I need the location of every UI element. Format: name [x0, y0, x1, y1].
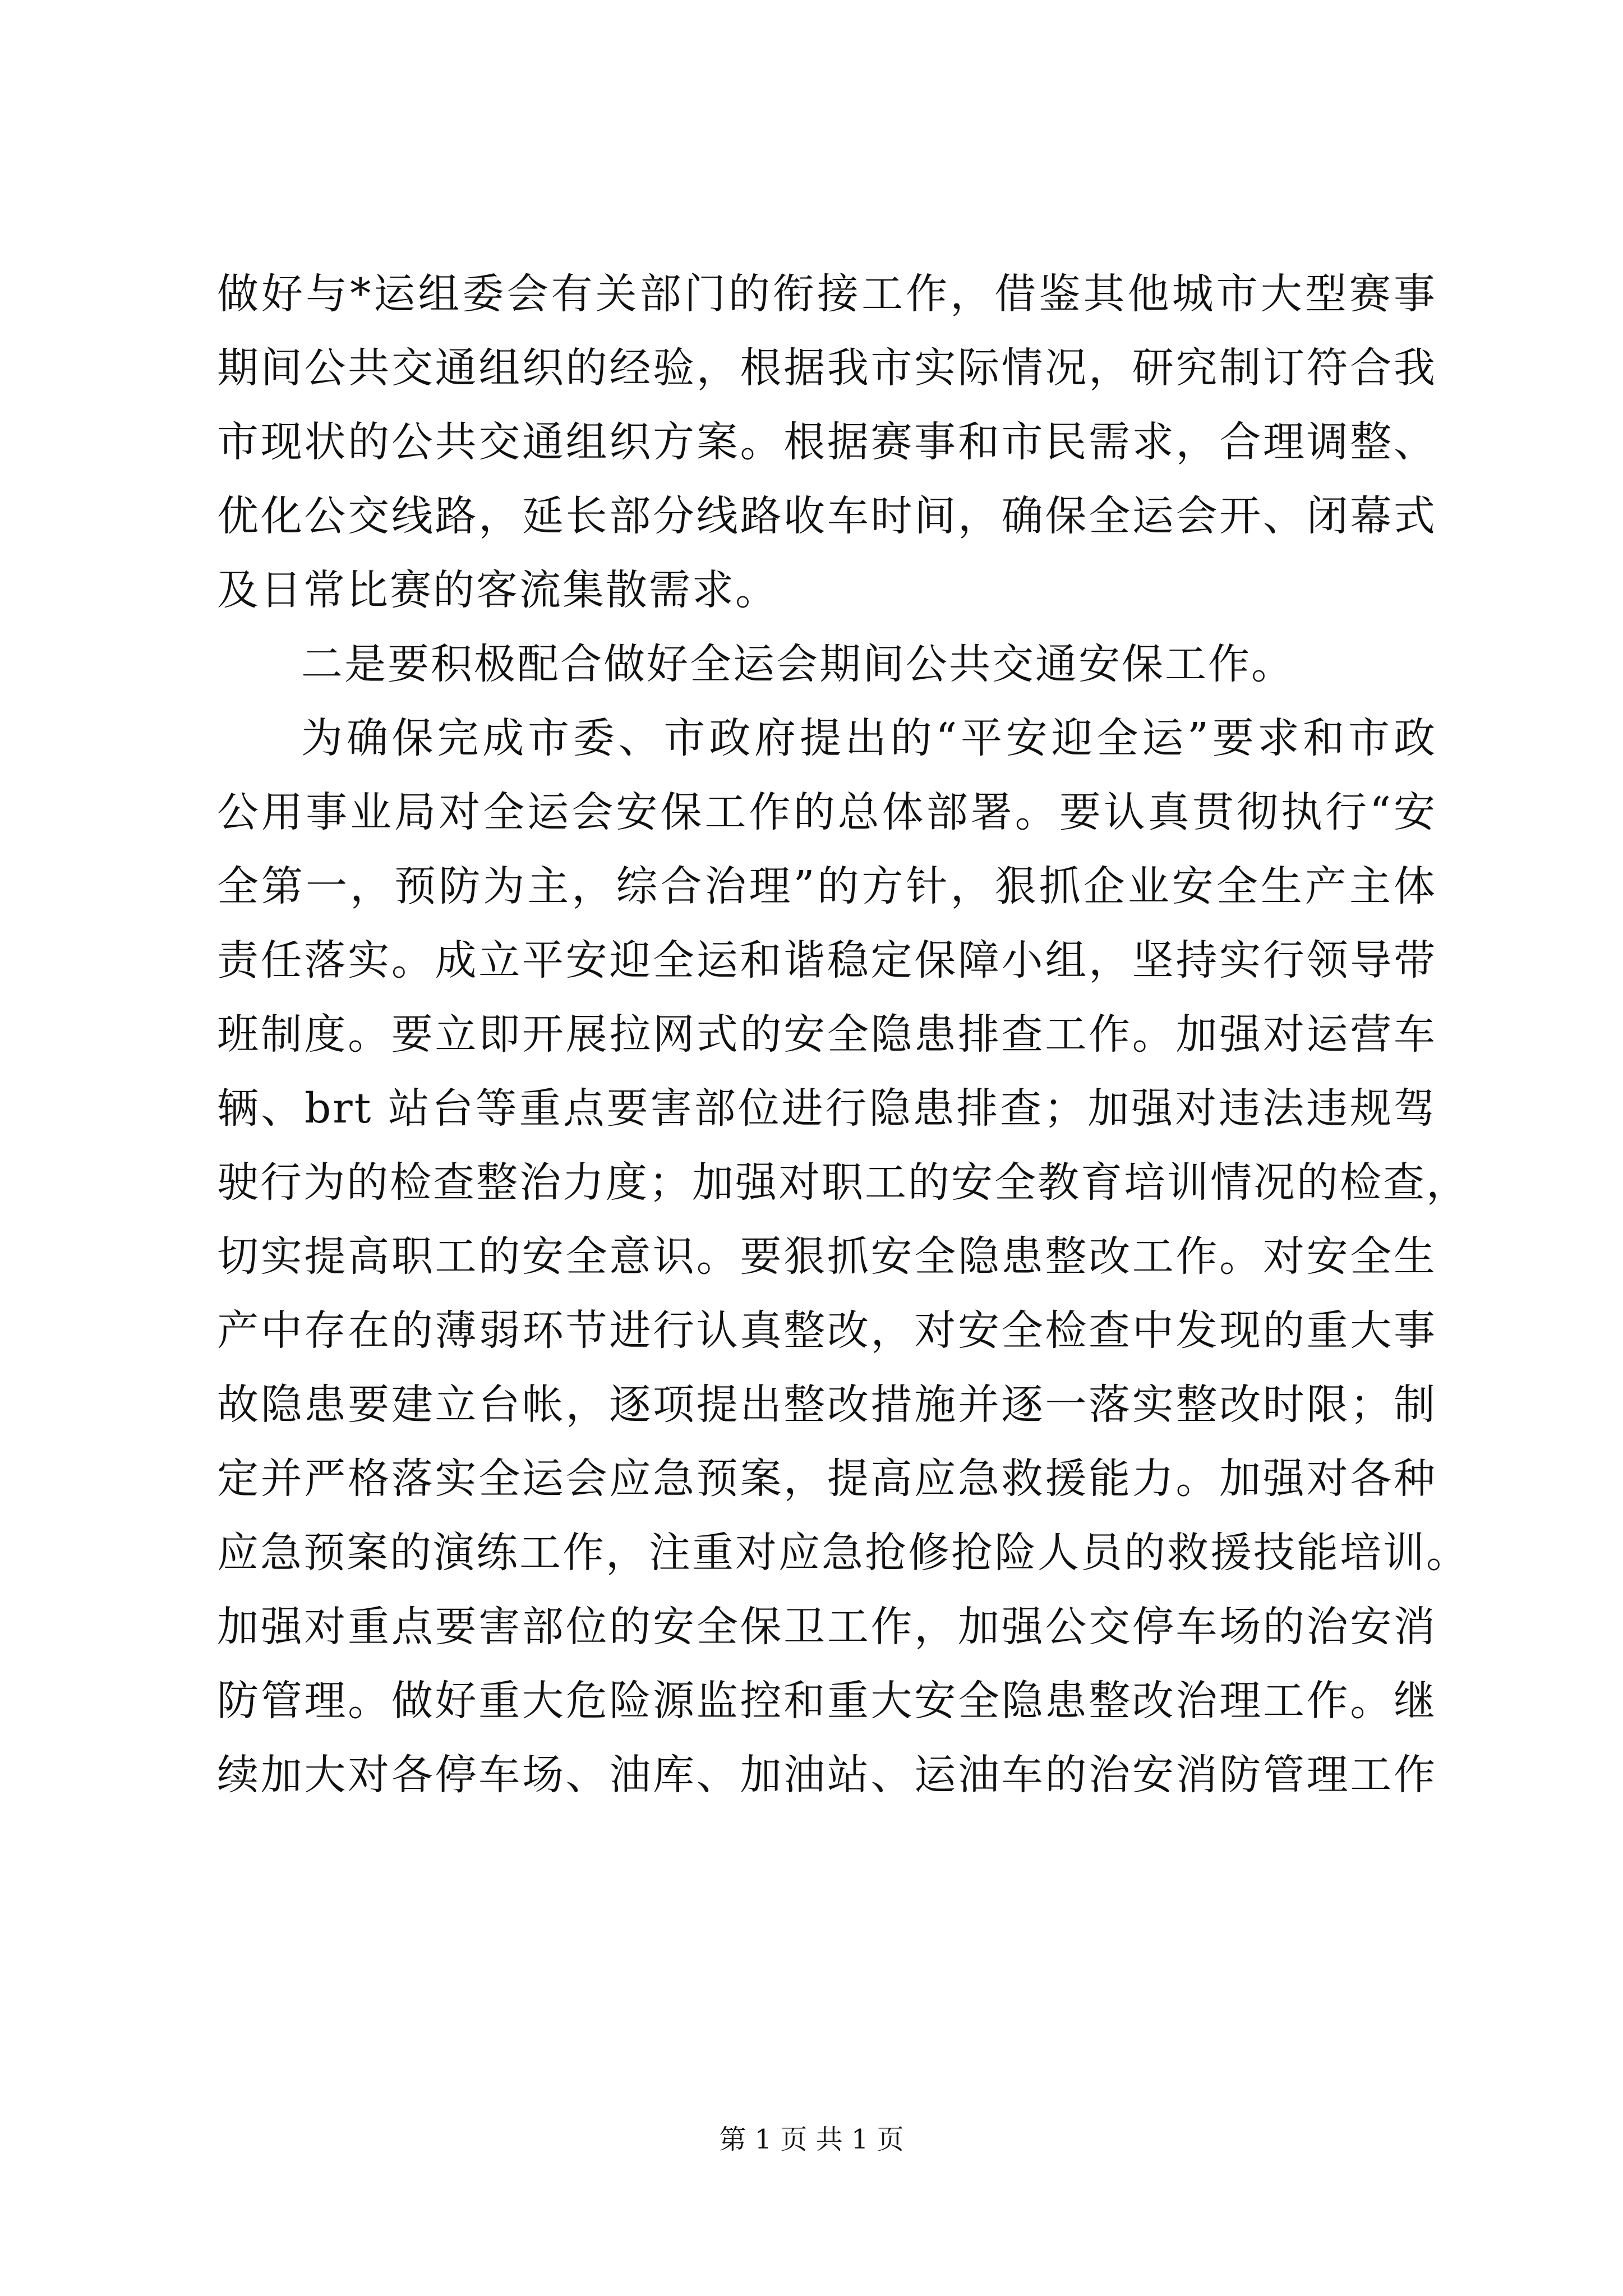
page-number-footer: 第 1 页 共 1 页: [719, 2124, 904, 2155]
text-line: 全第一，预防为主，综合治理”的方针，狠抓企业安全生产主体: [217, 862, 1437, 910]
text-line: 及日常比赛的客流集散需求。: [217, 566, 778, 614]
text-line: 为确保完成市委、市政府提出的“平安迎全运”要求和市政: [301, 714, 1437, 762]
text-line: 加强对重点要害部位的安全保卫工作，加强公交停车场的治安消: [217, 1603, 1437, 1651]
text-line: 驶行为的检查整治力度；加强对职工的安全教育培训情况的检查，: [217, 1158, 1469, 1207]
text-line: 切实提高职工的安全意识。要狠抓安全隐患整改工作。对安全生: [217, 1232, 1437, 1281]
section-point-heading: 二是要积极配合做好全运会期间公共交通安保工作。: [301, 640, 1294, 688]
text-line: 应急预案的演练工作，注重对应急抢修抢险人员的救援技能培训。: [217, 1529, 1469, 1577]
document-body: [217, 257, 1469, 1812]
text-line: 公用事业局对全运会安保工作的总体部署。要认真贯彻执行“安: [217, 788, 1437, 836]
text-line: 做好与*运组委会有关部门的衔接工作，借鉴其他城市大型赛事: [217, 270, 1437, 318]
text-line: 责任落实。成立平安迎全运和谐稳定保障小组，坚持实行领导带: [217, 936, 1437, 984]
text-line: 期间公共交通组织的经验，根据我市实际情况，研究制订符合我: [217, 344, 1437, 392]
text-line: 优化公交线路，延长部分线路收车时间，确保全运会开、闭幕式: [217, 492, 1437, 540]
text-line: 班制度。要立即开展拉网式的安全隐患排查工作。加强对运营车: [217, 1010, 1437, 1059]
text-line: 市现状的公共交通组织方案。根据赛事和市民需求，合理调整、: [217, 418, 1437, 466]
text-line: 定并严格落实全运会应急预案，提高应急救援能力。加强对各种: [217, 1455, 1437, 1503]
text-line: 产中存在的薄弱环节进行认真整改，对安全检查中发现的重大事: [217, 1306, 1437, 1355]
text-line: 故隐患要建立台帐，逐项提出整改措施并逐一落实整改时限；制: [217, 1381, 1437, 1429]
text-line: 防管理。做好重大危险源监控和重大安全隐患整改治理工作。继: [217, 1677, 1437, 1725]
text-line: 辆、brt 站台等重点要害部位进行隐患排查；加强对违法违规驾: [217, 1084, 1437, 1133]
text-line: 续加大对各停车场、油库、加油站、运油车的治安消防管理工作: [217, 1751, 1437, 1799]
